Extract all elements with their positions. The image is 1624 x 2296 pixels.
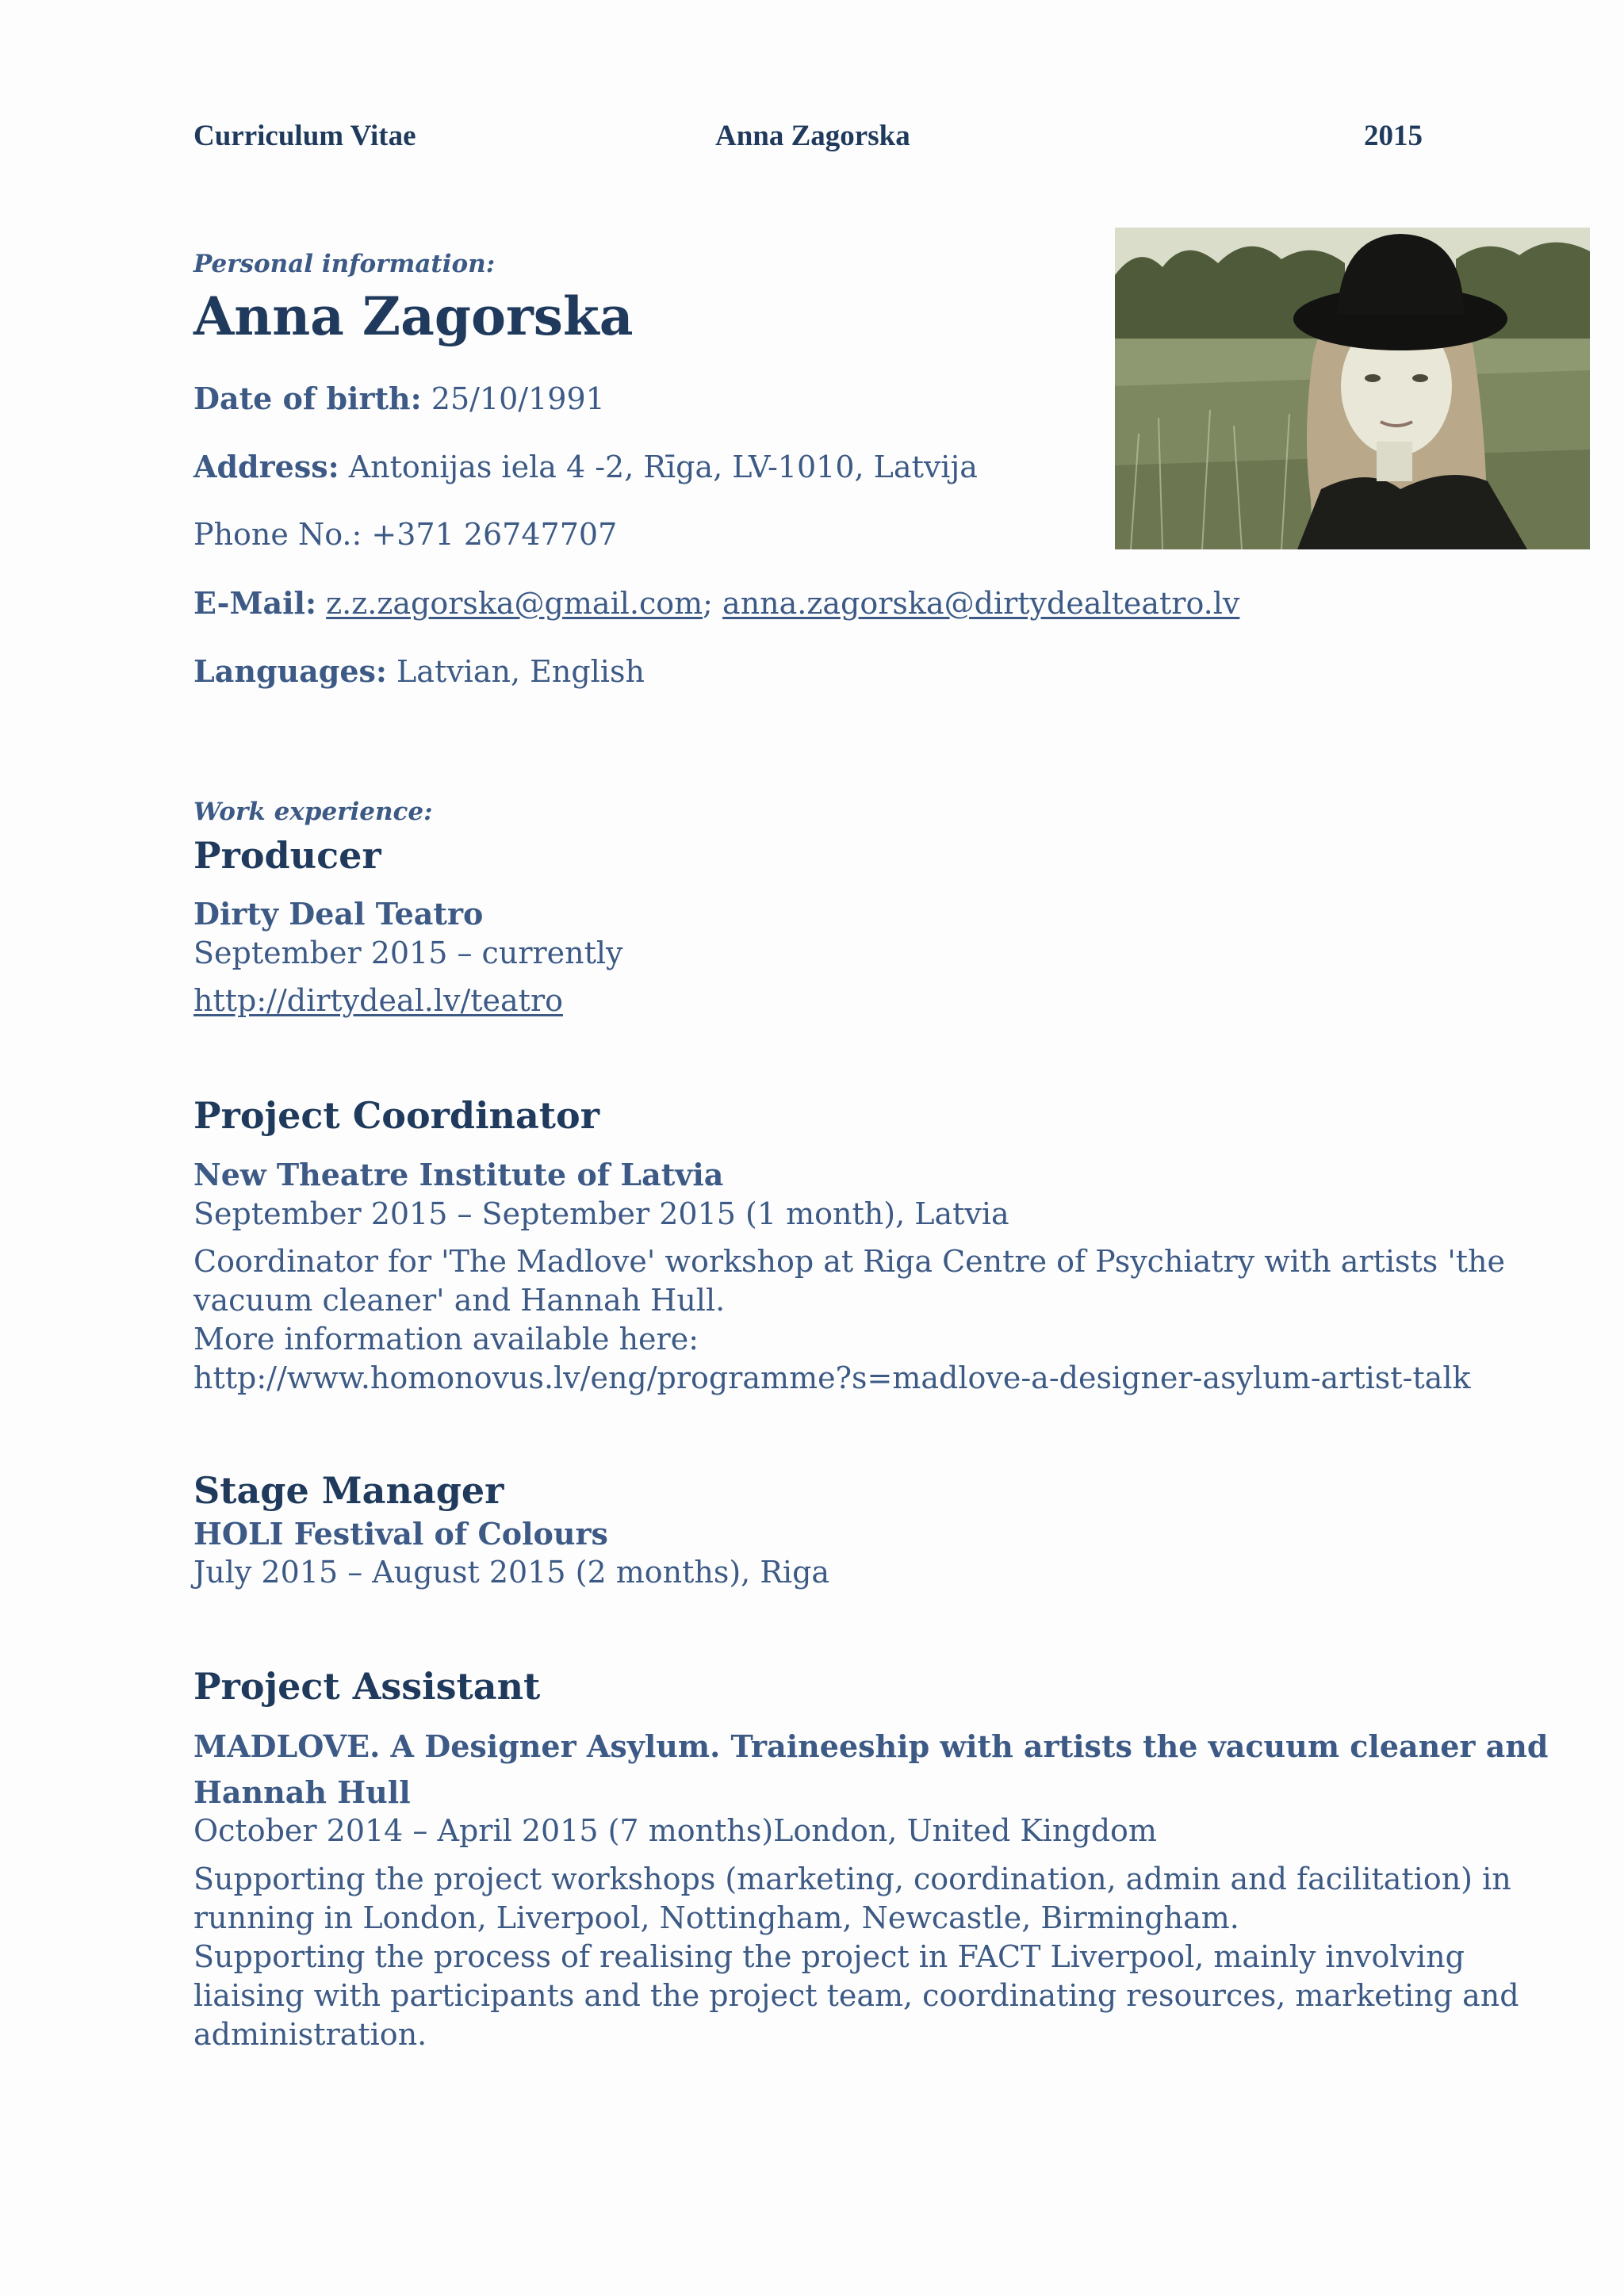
- job-period: July 2015 – August 2015 (2 months), Riga: [193, 1555, 830, 1590]
- email-label: E-Mail:: [193, 585, 317, 621]
- languages-value: Latvian, English: [386, 654, 645, 689]
- job-description-line: Supporting the project workshops (marketing, coordination, admin and facilitation) in: [193, 1862, 1511, 1896]
- job-website-link[interactable]: http://dirtydeal.lv/teatro: [193, 983, 563, 1018]
- languages-label: Languages:: [193, 653, 387, 689]
- job-description-line: More information available here:: [193, 1322, 699, 1357]
- address: [193, 449, 978, 484]
- job-title: Stage Manager: [193, 1469, 504, 1512]
- portrait-photo: [1115, 228, 1590, 549]
- header-name: Anna Zagorska: [715, 120, 910, 152]
- job-period: September 2015 – September 2015 (1 month), Latvia: [193, 1196, 1009, 1231]
- address-value: Antonijas iela 4 -2, Rīga, LV-1010, Latvija: [339, 450, 978, 484]
- job-organization: Hannah Hull: [193, 1774, 411, 1810]
- email-link-dirtydeal[interactable]: anna.zagorska@dirtydealteatro.lv: [722, 586, 1240, 621]
- job-description-line: liaising with participants and the project team, coordinating resources, marketing and: [193, 1978, 1519, 2013]
- job-link-wrapper: [193, 983, 563, 1018]
- dob-value: 25/10/1991: [421, 381, 605, 416]
- dob-label: Date of birth:: [193, 381, 422, 416]
- personal-info-label: Personal information:: [193, 250, 496, 278]
- job-organization: HOLI Festival of Colours: [193, 1516, 608, 1552]
- work-experience-label: Work experience:: [193, 798, 433, 826]
- job-organization: Dirty Deal Teatro: [193, 896, 484, 932]
- job-description-line: vacuum cleaner' and Hannah Hull.: [193, 1283, 726, 1318]
- job-organization: New Theatre Institute of Latvia: [193, 1157, 724, 1192]
- job-organization: MADLOVE. A Designer Asylum. Traineeship with artists the vacuum cleaner and: [193, 1728, 1549, 1764]
- job-description-line: http://www.homonovus.lv/eng/programme?s=madlove-a-designer-asylum-artist-talk: [193, 1360, 1471, 1395]
- languages: [193, 653, 645, 689]
- email-separator: ;: [703, 586, 723, 621]
- job-description-line: administration.: [193, 2017, 427, 2052]
- job-description-line: Supporting the process of realising the project in FACT Liverpool, mainly involving: [193, 1939, 1465, 1974]
- job-title: Project Coordinator: [193, 1094, 599, 1137]
- date-of-birth: [193, 381, 605, 416]
- email: [193, 585, 1239, 621]
- job-description-line: Coordinator for 'The Madlove' workshop at Riga Centre of Psychiatry with artists 'the: [193, 1244, 1506, 1279]
- phone-number: Phone No.: +371 26747707: [193, 517, 618, 552]
- job-description-line: running in London, Liverpool, Nottingham, Newcastle, Birmingham.: [193, 1900, 1239, 1935]
- address-label: Address:: [193, 449, 339, 484]
- header-doc-type: Curriculum Vitae: [193, 120, 416, 152]
- header-year: 2015: [1364, 120, 1423, 152]
- full-name: Anna Zagorska: [193, 285, 634, 347]
- job-period: October 2014 – April 2015 (7 months)London, United Kingdom: [193, 1813, 1157, 1848]
- job-period: September 2015 – currently: [193, 936, 623, 970]
- email-link-gmail[interactable]: z.z.zagorska@gmail.com: [326, 586, 703, 621]
- job-title: Producer: [193, 834, 381, 877]
- job-title: Project Assistant: [193, 1665, 541, 1708]
